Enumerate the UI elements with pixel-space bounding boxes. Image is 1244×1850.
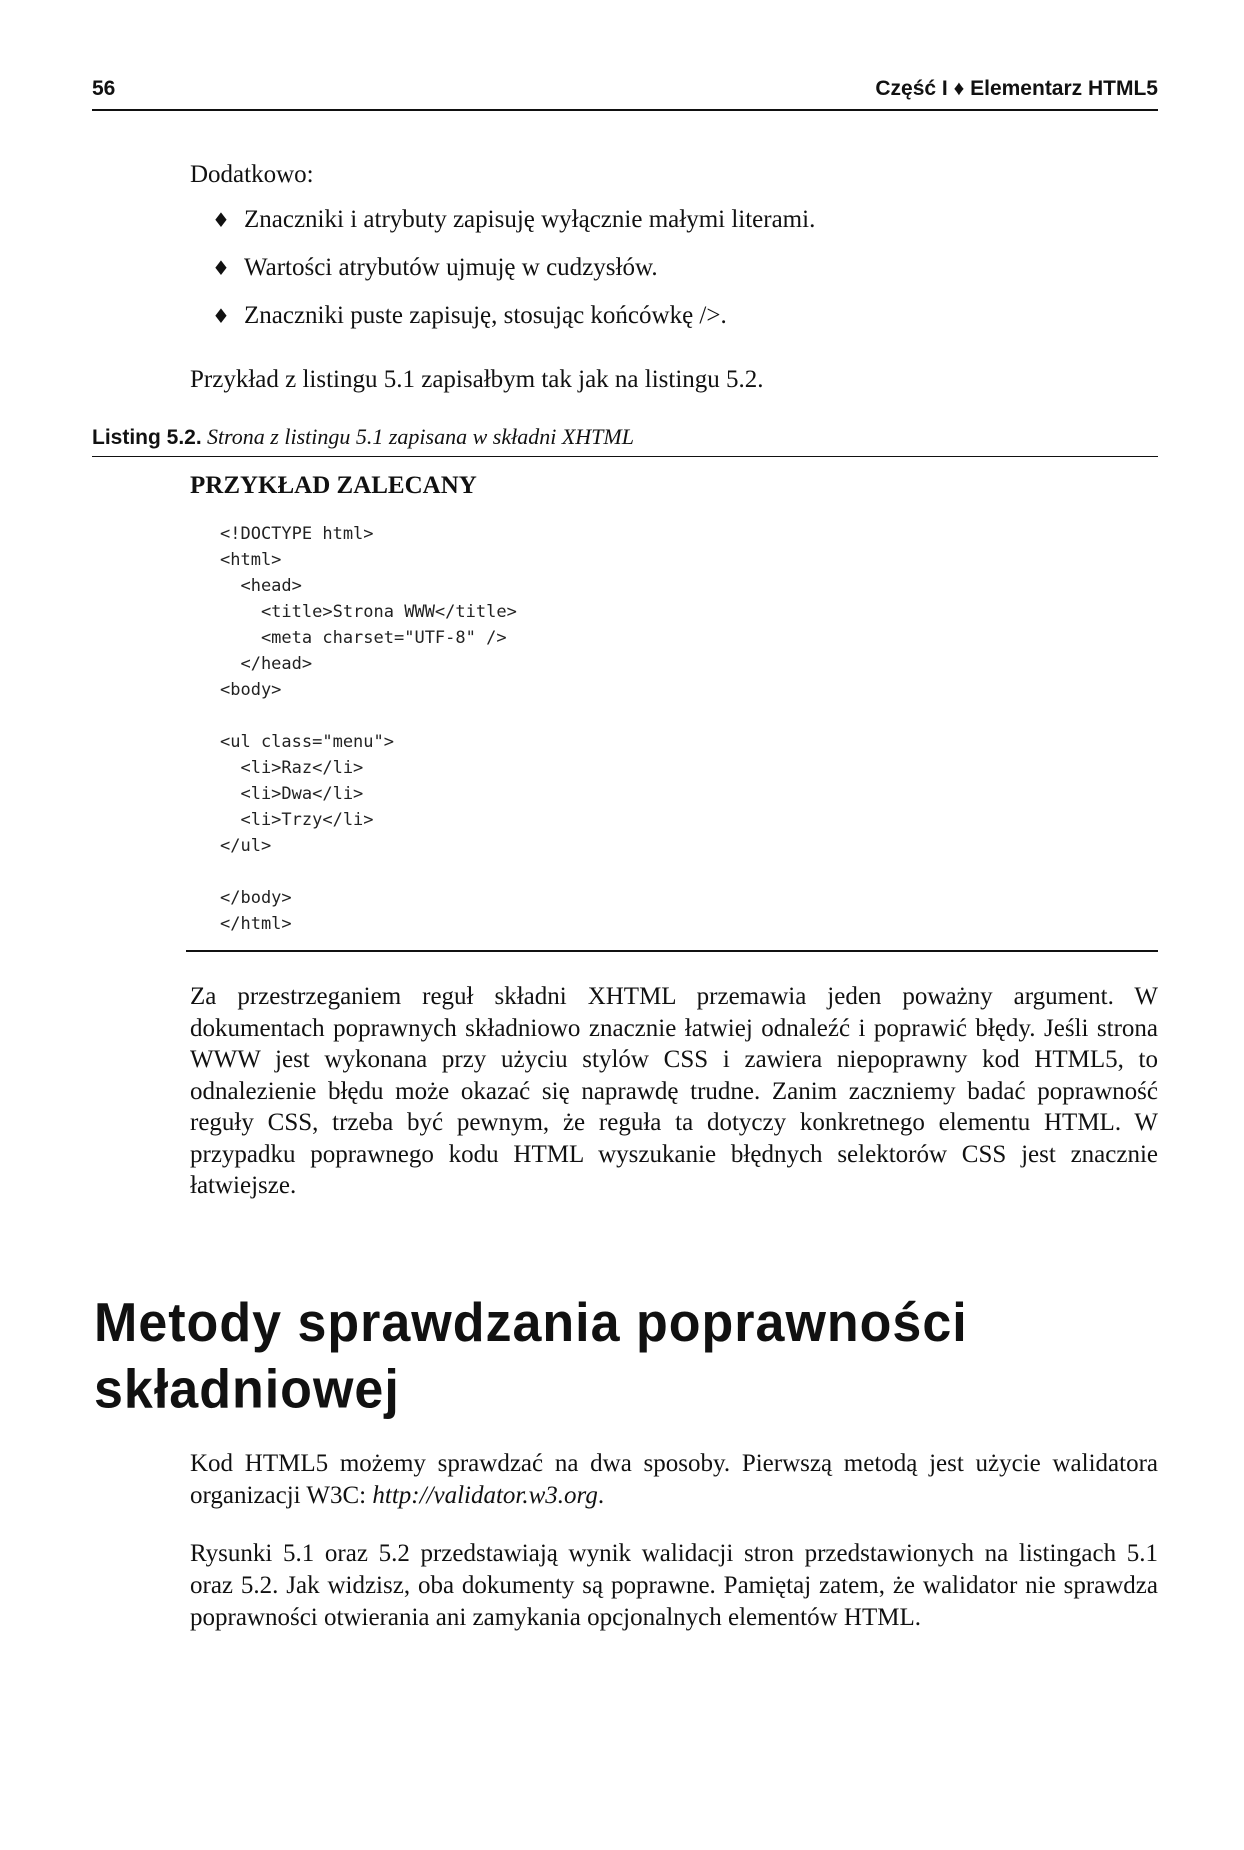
list-item <box>212 203 815 236</box>
section-paragraph-1-end: . <box>597 1482 605 1509</box>
diamond-bullet-icon: ♦ <box>212 256 230 280</box>
list-item-text: Wartości atrybutów ujmuję w cudzysłów. <box>244 254 658 281</box>
running-title: Część I ♦ Elementarz HTML5 <box>875 77 1158 100</box>
list-item <box>212 251 815 284</box>
page-number: 56 <box>92 77 116 100</box>
validator-url: http://validator.w3.org <box>372 1482 598 1509</box>
page-header <box>92 75 1158 111</box>
rules-list <box>212 203 815 347</box>
diamond-bullet-icon: ♦ <box>212 304 230 328</box>
list-item <box>212 299 815 332</box>
listing-end-divider <box>186 950 1158 952</box>
code-listing: <!DOCTYPE html> <html> <head> <title>Strona WWW</title> <meta charset="UTF-8" /> </head> <body> <ul class="menu"> <li>Raz</li> <li>Dwa</li> <li>Trzy</li> </ul> </body> </html> <box>220 524 517 934</box>
section-paragraph-2: Rysunki 5.1 oraz 5.2 przedstawiają wynik walidacji stron przedstawionych na listingach 5.1 oraz 5.2. Jak widzisz, oba dokumenty są poprawne. Pamiętaj zatem, że walidator nie sprawdza poprawności otwierania ani zamykania opcjonalnych elementów HTML. <box>190 1540 1158 1631</box>
intro-text: Przykład z listingu 5.1 zapisałbym tak jak na listingu 5.2. <box>190 366 764 393</box>
listing-title: Strona z listingu 5.1 zapisana w składni XHTML <box>206 424 634 449</box>
intro-label: Dodatkowo: <box>190 161 314 188</box>
listing-caption <box>92 422 1158 457</box>
section-heading-line-2: składniowej <box>94 1358 400 1421</box>
section-heading-line-1: Metody sprawdzania poprawności <box>94 1292 968 1354</box>
section-heading <box>94 1290 1158 1424</box>
list-item-text: Znaczniki puste zapisuję, stosując końcówkę />. <box>244 302 727 329</box>
list-item-text: Znaczniki i atrybuty zapisuję wyłącznie małymi literami. <box>244 206 816 233</box>
section-paragraph-1 <box>190 1448 1158 1512</box>
diamond-bullet-icon: ♦ <box>212 208 230 232</box>
section-paragraph-1-text: Kod HTML5 możemy sprawdzać na dwa sposoby. Pierwszą metodą jest użycie walidatora organizacji W3C: <box>190 1450 1158 1509</box>
body-paragraph: Za przestrzeganiem reguł składni XHTML przemawia jeden poważny argument. W dokumentach poprawnych składniowo znacznie łatwiej odnaleźć i poprawić błędy. Jeśli strona WWW jest wykonana przy użyciu stylów CSS i zawiera niepoprawny kod HTML5, to odnalezienie błędu może okazać się naprawdę trudne. Zanim zaczniemy badać poprawność reguły CSS, trzeba być pewnym, że reguła ta dotyczy konkretnego elementu HTML. W przypadku poprawnego kodu HTML wyszukanie błędnych selektorów CSS jest znacznie łatwiejsze. <box>190 983 1158 1199</box>
listing-number: Listing 5.2. <box>92 426 202 449</box>
listing-heading: PRZYKŁAD ZALECANY <box>190 472 477 499</box>
